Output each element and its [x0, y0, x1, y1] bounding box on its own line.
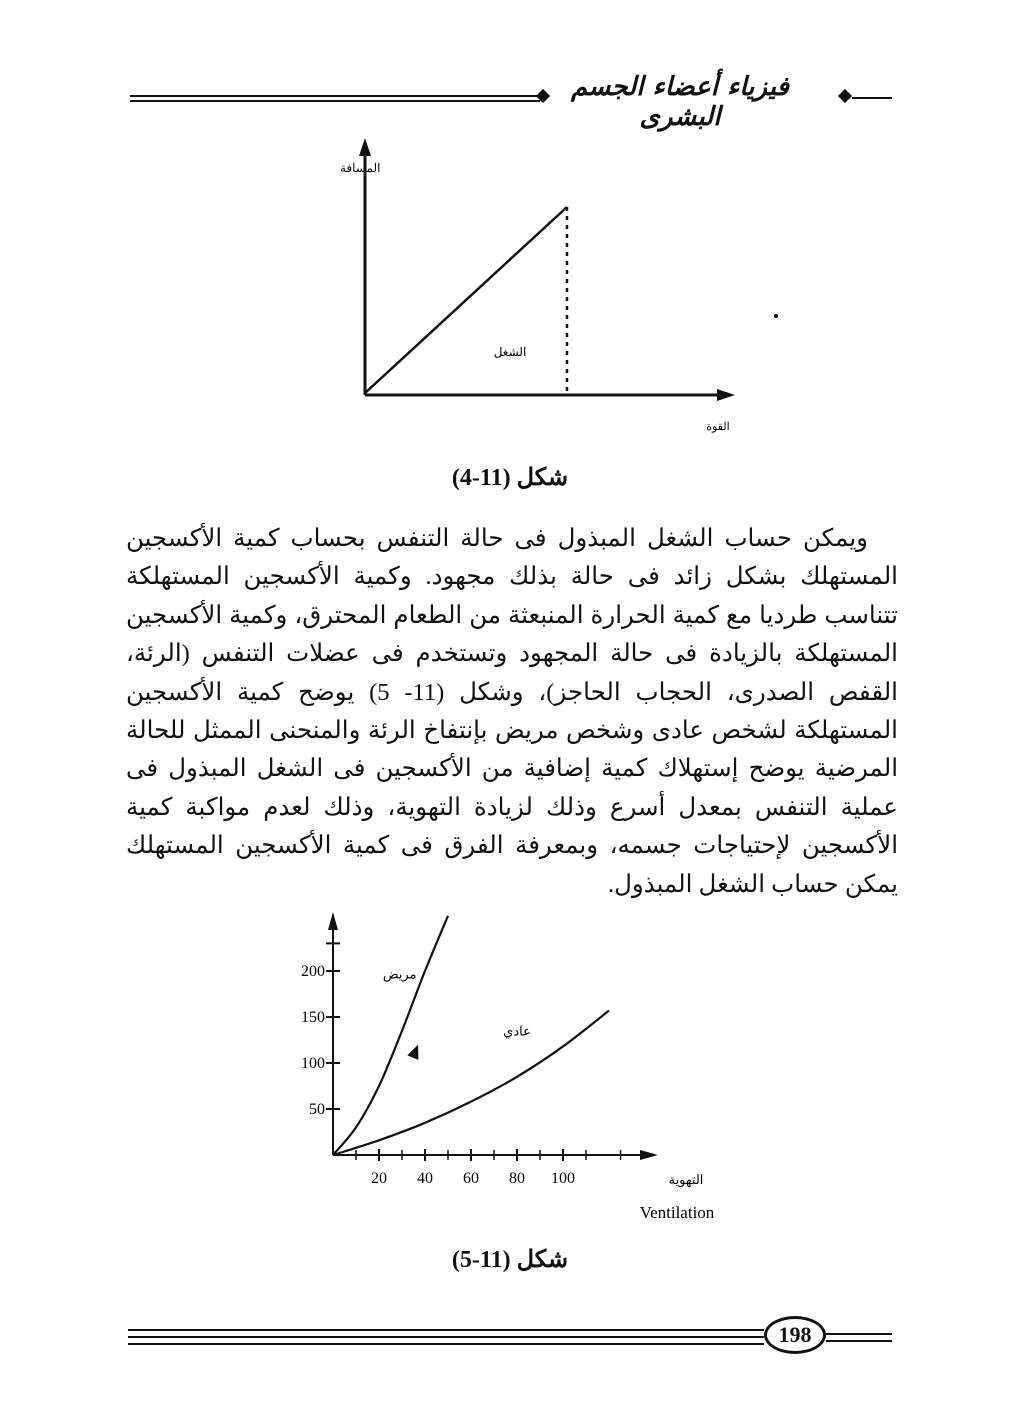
footer-rule-right	[826, 1333, 892, 1335]
page-number-badge: 198	[764, 1316, 826, 1354]
chart-axes	[328, 912, 658, 1160]
chart-xlabel-en: Ventilation	[639, 1203, 715, 1222]
chart-x-axis-arrow-icon	[640, 1150, 658, 1160]
y-tick-label: 200	[301, 963, 325, 980]
chart-series	[333, 916, 609, 1155]
figure2-caption: شكل (11-5)	[451, 1247, 569, 1273]
figure1-area-label: الشغل	[493, 345, 527, 359]
y-tick-label: 100	[301, 1055, 325, 1072]
body-paragraph: ويمكن حساب الشغل المبذول فى حالة التنفس بحساب كمية الأكسجين المستهلك بشكل زائد فى حالة بذلك مجهود. وكمية الأكسجين المستهلكة تتناسب طرديا مع كمية الحرارة المنبعثة من الطعام المحترق، وكمية الأكسجين المستهلكة بالزيادة فى حالة المجهود وتستخدم فى عضلات التنفس (الرئة، القفص الصدرى، الحجاب الحاجز)، وشكل (11- 5) يوضح كمية الأكسجين المستهلكة لشخص عادى وشخص مريض بإنتفاخ الرئة والمنحنى الممثل للحالة المرضية يوضح إستهلاك كمية إضافية من الأكسجين فى الشغل المبذول فى عملية التنفس بمعدل أسرع وذلك لزيادة التهوية، وذلك لعدم مواكبة كمية الأكسجين لإحتياجات جسمه، وبمعرفة الفرق فى كمية الأكسجين المستهلك يمكن حساب الشغل المبذول.	[126, 525, 898, 898]
figure1-caption: شكل (11-4)	[451, 465, 569, 491]
series-line-normal	[333, 1011, 609, 1155]
series-label-normal: عادي	[503, 1023, 531, 1039]
x-tick-label: 80	[509, 1170, 525, 1187]
chart-xlabel: التهوية	[668, 1172, 704, 1187]
chart-y-axis-arrow-icon	[328, 912, 338, 930]
figure1-ylabel: المسافة	[340, 161, 381, 175]
x-tick-label: 40	[417, 1170, 433, 1187]
series-line-patient	[333, 916, 448, 1155]
header-title: فيزياء أعضاء الجسم البشرى	[571, 72, 789, 132]
footer-rule-top	[128, 1329, 764, 1331]
x-tick-label: 100	[551, 1170, 575, 1187]
y-tick-label: 50	[309, 1101, 325, 1118]
series-label-patient: مريض	[382, 966, 417, 982]
x-tick-label: 60	[463, 1170, 479, 1187]
patient-curve-arrow-icon	[407, 1045, 418, 1060]
y-tick-label: 150	[301, 1009, 325, 1026]
x-tick-label: 20	[371, 1170, 387, 1187]
figure1-xlabel: القوة	[706, 421, 730, 433]
